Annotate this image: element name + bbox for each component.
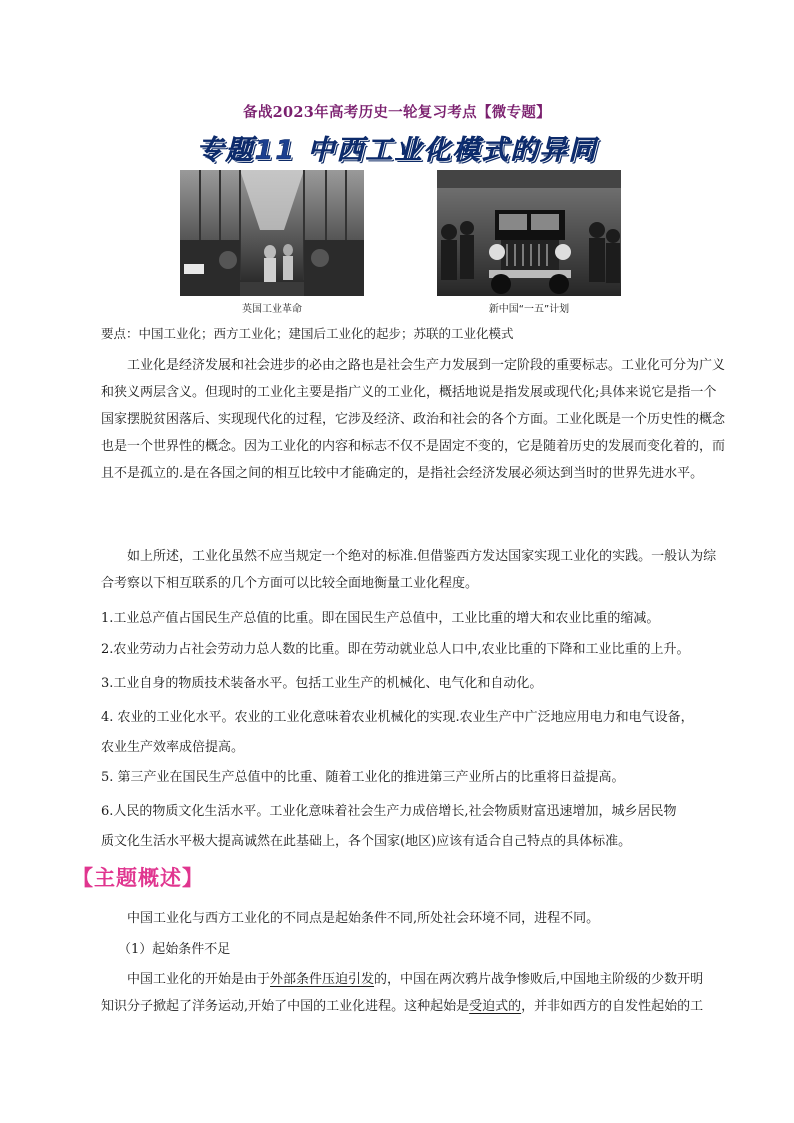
truck-photo	[437, 170, 621, 296]
list-item: 6.人民的物质文化生活水平。工业化意味着社会生产力成倍增长,社会物质财富迅速增加，城乡居民物	[101, 804, 677, 819]
topic-banner-title: 专题11 中西工业化模式的异同	[196, 135, 598, 166]
list-item: 1.工业总产值占国民生产总值的比重。即在国民生产总值中，工业比重的增大和农业比重的缩减。	[101, 611, 660, 626]
figure-caption-left: 英国工业革命	[242, 304, 302, 315]
list-item: 5. 第三产业在国民生产总值中的比重、随着工业化的推进第三产业所占的比重将日益提高。	[101, 770, 625, 785]
underlined-phrase: 受迫式的	[469, 999, 522, 1014]
section-heading: 【主题概述】	[72, 866, 204, 890]
text-segment: 的，中国在两次鸦片战争惨败后,中国地主阶级的少数开明	[374, 972, 704, 987]
paragraph-industrialization-definition: 工业化是经济发展和社会进步的必由之路也是社会生产力发展到一定阶段的重要标志。工业化可分为广义和狭义两层含义。但现时的工业化主要是指广义的工业化，概括地说是指发展或现代化;具体来说它是指一个国家摆脱贫困落后、实现现代化的过程，它涉及经济、政治和社会的各个方面。工业化既是一个历史性的概念也是一个世界性的概念。因为工业化的内容和标志不仅不是固定不变的，它是随着历史的发展而变化着的，而且不是孤立的.是在各国之间的相互比较中才能确定的，是指社会经济发展必须达到当时的世界先进水平。	[101, 358, 726, 481]
text-segment: 知识分子掀起了洋务运动,开始了中国的工业化进程。这种起始是	[101, 999, 470, 1014]
key-points: 要点：中国工业化；西方工业化；建国后工业化的起步；苏联的工业化模式	[101, 326, 514, 341]
underlined-phrase: 外部条件压迫引发	[270, 972, 375, 987]
text-segment: ，并非如西方的自发性起始的工	[521, 999, 704, 1014]
list-item: 3.工业自身的物质技术装备水平。包括工业生产的机械化、电气化和自动化。	[101, 676, 543, 691]
list-item: 4. 农业的工业化水平。农业的工业化意味着农业机械化的实现.农业生产中广泛地应用电力和电气设备，	[101, 710, 694, 725]
section-intro: 中国工业化与西方工业化的不同点是起始条件不同,所处社会环境不同，进程不同。	[127, 911, 600, 926]
paragraph-start-conditions	[101, 966, 727, 1020]
text-segment: 中国工业化的开始是由于	[127, 972, 271, 987]
figure-caption-right: 新中国“一五”计划	[488, 304, 570, 315]
subheading-start-conditions: （1）起始条件不足	[118, 942, 231, 957]
paragraph-industrialization-standard: 如上所述，工业化虽然不应当规定一个绝对的标准.但借鉴西方发达国家实现工业化的实践。一般认为综合考察以下相互联系的几个方面可以比较全面地衡量工业化程度。	[101, 549, 717, 591]
series-title: 备战2023年高考历史一轮复习考点【微专题】	[243, 104, 551, 121]
factory-photo	[180, 170, 364, 296]
list-item: 农业生产效率成倍提高。	[101, 740, 245, 755]
list-item: 2.农业劳动力占社会劳动力总人数的比重。即在劳动就业总人口中,农业比重的下降和工业比重的上升。	[101, 642, 690, 657]
list-item: 质文化生活水平极大提高诚然在此基础上，各个国家(地区)应该有适合自己特点的具体标准。	[101, 834, 632, 849]
